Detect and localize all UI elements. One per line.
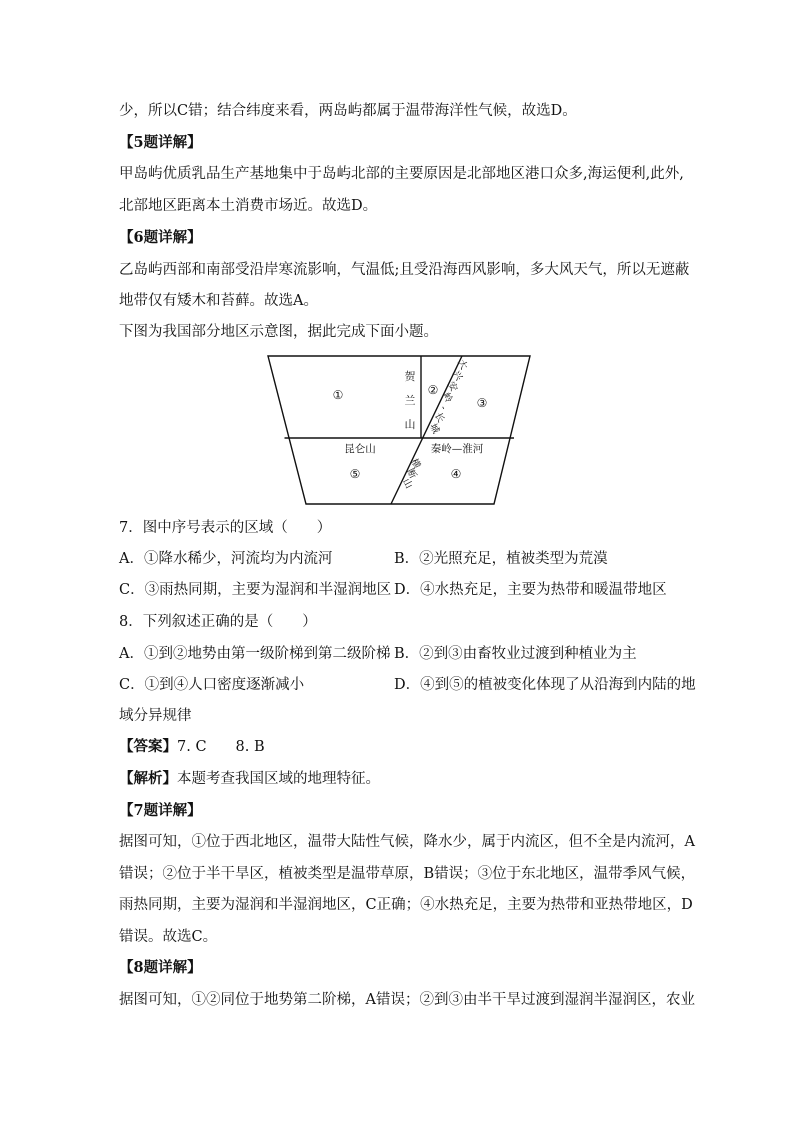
text-line: 北部地区距离本土消费市场近。故选D。 <box>119 198 378 214</box>
question-7-option-a: A．①降水稀少，河流均为内流河 <box>119 551 333 567</box>
question-8-option-d-continued: 域分异规律 <box>119 708 192 724</box>
analysis-text: 本题考查我国区域的地理特征。 <box>177 771 380 787</box>
question-8-option-d: D．④到⑤的植被变化体现了从沿海到内陆的地 <box>394 677 696 693</box>
text-line: 地带仅有矮木和苔藓。故选A。 <box>119 293 318 309</box>
answer-label: 【答案】 <box>119 738 177 755</box>
label-qinling-huaihe: 秦岭—淮河 <box>430 443 484 455</box>
label-daxinganling-char: 城 <box>427 422 442 436</box>
label-hengduan <box>400 457 423 491</box>
label-daxinganling-char: - <box>437 403 449 412</box>
answer-line <box>119 737 265 757</box>
map-outline <box>268 356 530 504</box>
text-line: 下图为我国部分地区示意图，据此完成下面小题。 <box>119 324 438 340</box>
region-label-5: ⑤ <box>349 467 361 481</box>
region-label-1: ① <box>332 388 344 402</box>
label-daxinganling-char: 安 <box>445 380 460 394</box>
question-8-option-a: A．①到②地势由第一级阶梯到第二级阶梯 <box>119 646 391 662</box>
text-line: 据图可知，①②同位于地势第二阶梯，A错误；②到③由半干旱过渡到湿润半湿润区，农业 <box>119 992 695 1008</box>
question-7-option-c: C．③雨热同期，主要为湿润和半湿润地区 <box>119 582 392 598</box>
text-line: 据图可知，①位于西北地区，温带大陆性气候，降水少，属于内流区，但不全是内流河，A <box>119 834 695 850</box>
text-line: 乙岛屿西部和南部受沿岸寒流影响，气温低;且受沿海西风影响，多大风天气，所以无遮蔽 <box>119 262 690 278</box>
text-line: 错误。故选C。 <box>119 929 218 945</box>
section-heading-5: 【5题详解】 <box>119 134 202 151</box>
label-helan-1: 贺 <box>404 370 416 383</box>
label-helan-3: 山 <box>404 418 416 431</box>
region-label-4: ④ <box>450 467 462 481</box>
analysis-line <box>119 769 380 789</box>
section-heading-6: 【6题详解】 <box>119 229 202 246</box>
label-helan-2: 兰 <box>404 394 416 407</box>
label-daxinganling-char: 兴 <box>450 369 465 383</box>
label-daxinganling-char: 岭 <box>440 391 455 405</box>
label-daxinganling-char: 长 <box>432 411 447 425</box>
region-label-2: ② <box>427 383 439 397</box>
text-line: 甲岛屿优质乳品生产基地集中于岛屿北部的主要原因是北部地区港口众多,海运便利,此外, <box>119 166 684 182</box>
label-hengduan-char: 断 <box>404 467 419 481</box>
section-heading-7: 【7题详解】 <box>119 802 202 819</box>
question-8-option-b: B．②到③由畜牧业过渡到种植业为主 <box>394 646 637 662</box>
question-8-option-c: C．①到④人口密度逐渐减小 <box>119 677 305 693</box>
question-7-option-d: D．④水热充足，主要为热带和暖温带地区 <box>394 582 667 598</box>
answer-text: 7. C 8. B <box>177 739 265 755</box>
label-hengduan-char: 山 <box>400 477 415 491</box>
label-kunlun: 昆仑山 <box>344 443 376 455</box>
label-hengduan-char: 横 <box>408 457 423 471</box>
text-line: 雨热同期，主要为湿润和半湿润地区，C正确；④水热充足，主要为热带和亚热带地区，D <box>119 897 693 913</box>
question-8-stem: 8．下列叙述正确的是（ ） <box>119 614 317 630</box>
question-7-option-b: B．②光照充足，植被类型为荒漠 <box>394 551 608 567</box>
text-line: 少，所以C错；结合纬度来看，两岛屿都属于温带海洋性气候，故选D。 <box>119 103 577 119</box>
text-line: 错误；②位于半干旱区，植被类型是温带草原，B错误；③位于东北地区，温带季风气候， <box>119 866 696 882</box>
region-label-3: ③ <box>476 396 488 410</box>
region-map-diagram <box>266 352 534 507</box>
label-daxinganling-char: 大 <box>455 358 470 372</box>
section-heading-8: 【8题详解】 <box>119 959 202 976</box>
question-7-stem: 7．图中序号表示的区域（ ） <box>119 520 332 536</box>
analysis-label: 【解析】 <box>119 770 177 787</box>
